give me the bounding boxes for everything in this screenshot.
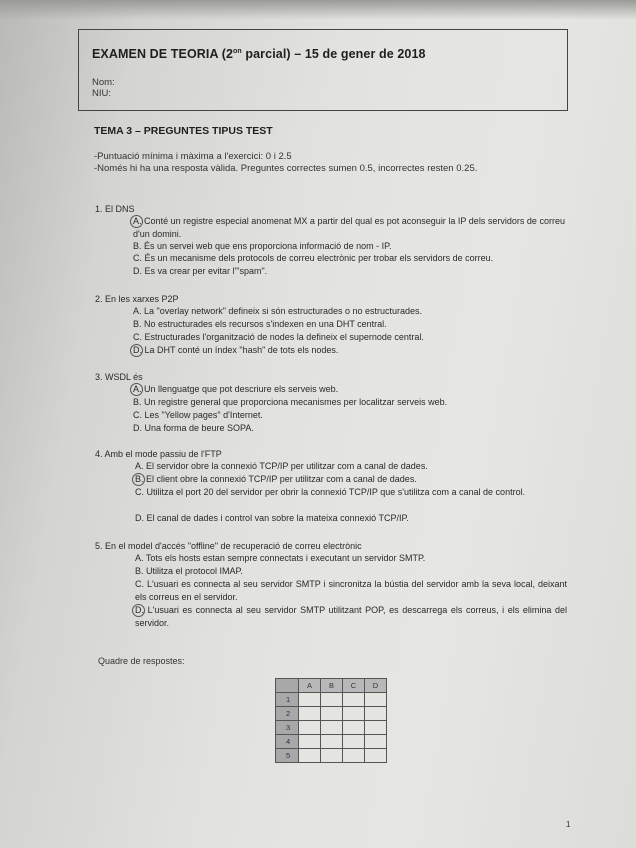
answer-grid bbox=[275, 678, 387, 763]
exam-title bbox=[92, 47, 426, 61]
answer-circle-mark bbox=[130, 215, 143, 228]
answer-grid-row bbox=[276, 707, 387, 721]
answers-label: Quadre de respostes: bbox=[98, 656, 185, 666]
option-1d: D. Es va crear per evitar l'"spam". bbox=[133, 266, 268, 276]
answer-cell[interactable] bbox=[299, 707, 321, 721]
grid-col-header: B bbox=[321, 679, 343, 693]
answer-cell[interactable] bbox=[321, 707, 343, 721]
answer-cell[interactable] bbox=[343, 749, 365, 763]
answer-cell[interactable] bbox=[343, 721, 365, 735]
answer-cell[interactable] bbox=[343, 735, 365, 749]
question-5: 5. En el model d'accés "offline" de recuperació de correu electrònic bbox=[95, 541, 362, 551]
option-3a: A. Un llenguatge que pot descriure els serveis web. bbox=[133, 384, 339, 394]
rule-line: -Només hi ha una resposta vàlida. Preguntes correctes sumen 0.5, incorrectes resten 0.25. bbox=[94, 163, 478, 174]
answer-cell[interactable] bbox=[365, 693, 387, 707]
answer-cell[interactable] bbox=[343, 693, 365, 707]
grid-row-header: 3 bbox=[276, 721, 299, 735]
theme-title: TEMA 3 – PREGUNTES TIPUS TEST bbox=[94, 125, 273, 137]
answer-circle-mark bbox=[130, 383, 143, 396]
answer-grid-row bbox=[276, 749, 387, 763]
niu-label: NIU: bbox=[92, 88, 111, 99]
header-box bbox=[78, 29, 568, 111]
grid-row-header: 5 bbox=[276, 749, 299, 763]
option-2b: B. No estructurades els recursos s'indexen en una DHT central. bbox=[133, 319, 387, 329]
option-5c: C. L'usuari es connecta al seu servidor SMTP i sincronitza la bústia del servidor amb la seva local, deixant els correus en el servidor. bbox=[135, 579, 567, 602]
answer-cell[interactable] bbox=[321, 693, 343, 707]
answer-cell[interactable] bbox=[299, 693, 321, 707]
grid-col-header: D bbox=[365, 679, 387, 693]
option-2c: C. Estructurades l'organització de nodes la defineix el supernode central. bbox=[133, 332, 424, 342]
option-5d: D. L'usuari es connecta al seu servidor SMTP utilitzant POP, es descarrega els correus, i els elimina del servidor. bbox=[135, 605, 567, 628]
answer-grid-header-row bbox=[276, 679, 387, 693]
option-1a: A. Conté un registre especial anomenat MX a partir del qual es pot aconseguir la IP dels servidors de correu d'un domini. bbox=[133, 216, 565, 239]
answer-cell[interactable] bbox=[299, 735, 321, 749]
exam-title-sup: on bbox=[233, 47, 242, 55]
option-4b: B. El client obre la connexió TCP/IP per utilitzar com a canal de dades. bbox=[135, 474, 417, 484]
option-5a: A. Tots els hosts estan sempre connectats i executant un servidor SMTP. bbox=[135, 553, 426, 563]
answer-cell[interactable] bbox=[365, 721, 387, 735]
option-1c: C. És un mecanisme dels protocols de correu electrònic per trobar els servidors de correu. bbox=[133, 253, 494, 263]
option-3d: D. Una forma de beure SOPA. bbox=[133, 423, 254, 433]
nom-label: Nom: bbox=[92, 77, 115, 88]
option-2a: A. La "overlay network" defineix si són estructurades o no estructurades. bbox=[133, 306, 423, 316]
question-2: 2. En les xarxes P2P bbox=[95, 294, 179, 304]
answer-circle-mark bbox=[132, 473, 145, 486]
answer-cell[interactable] bbox=[343, 707, 365, 721]
option-5b: B. Utilitza el protocol IMAP. bbox=[135, 566, 243, 576]
answer-circle-mark bbox=[132, 604, 145, 617]
grid-col-header: C bbox=[343, 679, 365, 693]
answer-grid-row bbox=[276, 693, 387, 707]
answer-cell[interactable] bbox=[321, 721, 343, 735]
answer-cell[interactable] bbox=[299, 749, 321, 763]
exam-title-main: EXAMEN DE TEORIA (2 bbox=[92, 47, 234, 61]
answer-cell[interactable] bbox=[299, 721, 321, 735]
option-4c: C. Utilitza el port 20 del servidor per obrir la connexió TCP/IP que s'utilitza com a canal de control. bbox=[135, 487, 526, 497]
grid-row-header: 4 bbox=[276, 735, 299, 749]
answer-cell[interactable] bbox=[365, 707, 387, 721]
answer-circle-mark bbox=[130, 344, 143, 357]
option-1b: B. És un servei web que ens proporciona informació de nom - IP. bbox=[133, 241, 392, 251]
option-3b: B. Un registre general que proporciona mecanismes per localitzar serveis web. bbox=[133, 397, 448, 407]
answer-grid-row bbox=[276, 735, 387, 749]
answer-cell[interactable] bbox=[365, 749, 387, 763]
answer-grid-row bbox=[276, 721, 387, 735]
answer-cell[interactable] bbox=[321, 735, 343, 749]
answer-cell[interactable] bbox=[365, 735, 387, 749]
rule-line: -Puntuació mínima i màxima a l'exercici: 0 i 2.5 bbox=[94, 151, 292, 162]
question-4: 4. Amb el mode passiu de l'FTP bbox=[95, 449, 222, 459]
page-number: 1 bbox=[566, 820, 571, 829]
option-2d: D. La DHT conté un índex "hash" de tots els nodes. bbox=[133, 345, 339, 355]
answer-cell[interactable] bbox=[321, 749, 343, 763]
option-3c: C. Les "Yellow pages" d'Internet. bbox=[133, 410, 263, 420]
exam-title-rest: parcial) – 15 de gener de 2018 bbox=[241, 47, 426, 61]
grid-row-header: 2 bbox=[276, 707, 299, 721]
grid-corner-cell bbox=[276, 679, 299, 693]
page-shadow bbox=[0, 0, 636, 20]
grid-row-header: 1 bbox=[276, 693, 299, 707]
option-4d: D. El canal de dades i control van sobre la mateixa connexió TCP/IP. bbox=[135, 513, 409, 523]
question-1: 1. El DNS bbox=[95, 204, 135, 214]
question-3: 3. WSDL és bbox=[95, 372, 143, 382]
grid-col-header: A bbox=[299, 679, 321, 693]
option-4a: A. El servidor obre la connexió TCP/IP per utilitzar com a canal de dades. bbox=[135, 461, 428, 471]
